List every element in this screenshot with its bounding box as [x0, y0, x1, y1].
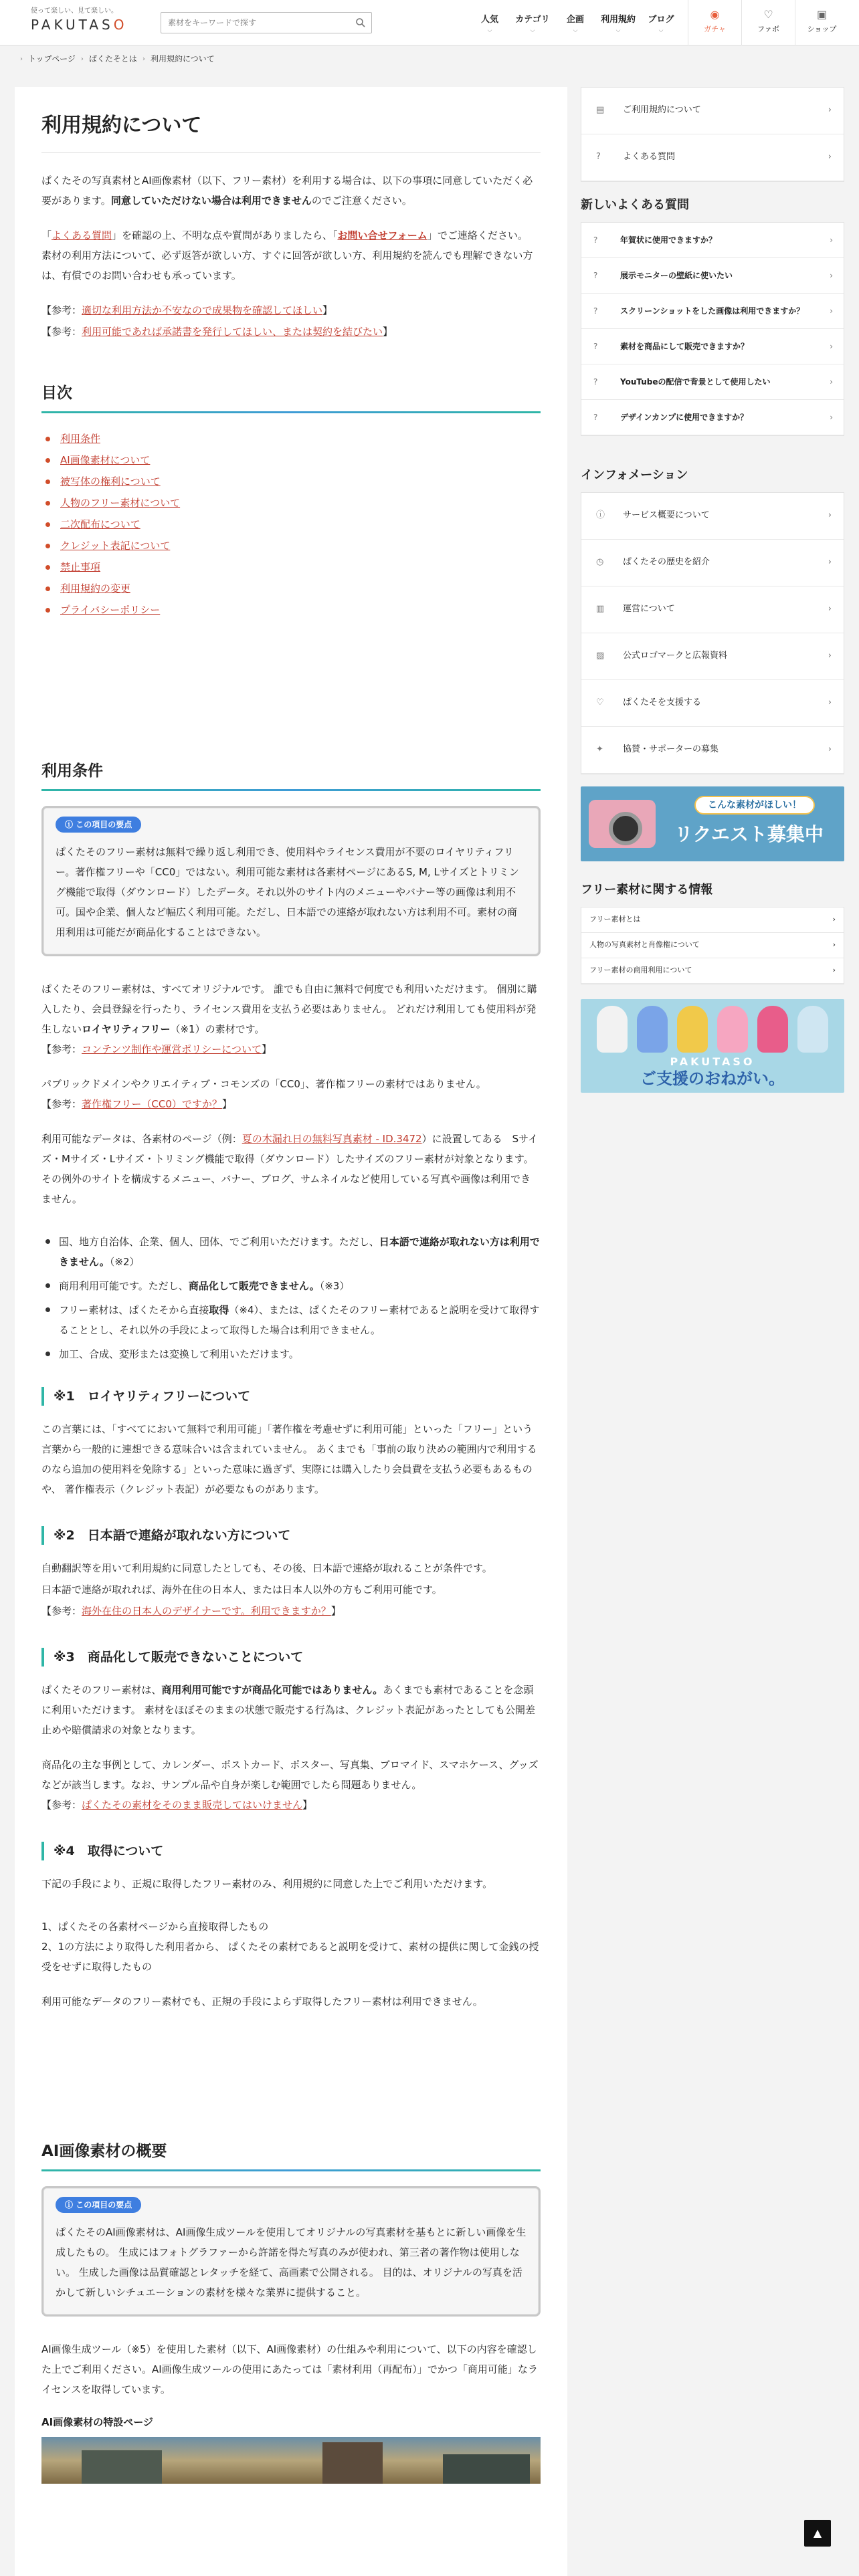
intro-emphasis: 同意していただけない場合は利用できません: [110, 195, 312, 207]
camera-icon: [589, 800, 656, 848]
building-icon: ▥: [596, 604, 605, 615]
question-icon: ?: [593, 235, 598, 245]
nav-fav-label: ファボ: [757, 25, 779, 33]
document-icon: ▤: [596, 105, 605, 116]
page-title: 利用規約について: [41, 111, 541, 153]
toc-link-prohibited[interactable]: 禁止事項: [60, 561, 101, 573]
list-item: 2、1の方法により取得した利用者から、 ぱくたその素材であると説明を受けて、素材の提供に関して金銭の授受をせずに取得したもの: [41, 1941, 539, 1973]
ai-special-page-heading: AI画像素材の特設ページ: [41, 2416, 153, 2428]
note3-heading: ※3 商品化して販売できないことについて: [41, 1648, 541, 1667]
fav-icon: ♡: [763, 8, 773, 21]
chevron-right-icon: ›: [828, 697, 832, 708]
toc-item: [41, 556, 541, 578]
toc-link-credit[interactable]: クレジット表記について: [60, 540, 171, 552]
faq-item-label: 年賀状に使用できますか？: [620, 235, 717, 245]
summary-badge-label: この項目の要点: [76, 2200, 132, 2210]
faq-item[interactable]: [581, 258, 844, 294]
note3-emphasis: 商用利用可能ですが商品化可能ではありません。: [161, 1684, 383, 1696]
royalty-free-emphasis: ロイヤリティフリー: [82, 1023, 171, 1035]
table-of-contents: [41, 428, 541, 621]
terms-bullet-list: [41, 1232, 541, 1364]
rabbit-figure: [677, 1006, 708, 1053]
back-to-top-button[interactable]: ▲: [804, 2520, 831, 2547]
ai-special-page-image[interactable]: [41, 2437, 541, 2484]
search-input[interactable]: [161, 13, 349, 33]
info-list: [581, 492, 844, 774]
question-icon: ?: [593, 341, 598, 351]
ref-prefix: 【参考：: [41, 1799, 82, 1811]
chevron-right-icon: ›: [20, 55, 23, 63]
sidebar-item-terms[interactable]: [581, 88, 844, 134]
sidebar-item-faq[interactable]: [581, 134, 844, 181]
chevron-right-icon: ›: [828, 651, 832, 661]
terms-ref-2: [41, 1094, 541, 1114]
info-item-label: 協賛・サポーターの募集: [623, 744, 719, 755]
chevron-down-icon: ⌵: [530, 27, 535, 34]
intro2-text-c: 」でご連絡ください。 素材の利用方法について、必ず返答が欲しい方、すぐに回答が欲しい方、利用規約を読んでも理解できない方は、有償でのお問い合わせも承っています。: [41, 229, 533, 282]
intro-text-end: のでご注意ください。: [311, 195, 412, 207]
note2-heading: ※2 日本語で連絡が取れない方について: [41, 1526, 541, 1545]
info-heading: インフォメーション: [581, 468, 688, 482]
info-item-label: 公式ロゴマークと広報資料: [623, 651, 728, 661]
article: [41, 111, 541, 2484]
faq-item-label: YouTubeの配信で背景として使用したい: [620, 377, 771, 387]
info-item-label: ぱくたそを支援する: [623, 697, 702, 708]
faq-item-label: 素材を商品にして販売できますか？: [620, 341, 749, 351]
list-item: [41, 1344, 541, 1364]
summary-box-ai: [41, 2186, 541, 2317]
terms-p1-end: （※1）の素材です。: [170, 1023, 265, 1035]
main-nav: [468, 0, 682, 45]
shop-icon: ▣: [816, 8, 828, 21]
ref-prefix: 【参考：: [41, 1605, 82, 1617]
info-icon: ⓘ: [65, 2200, 76, 2210]
bullet-emphasis: 商品化して販売できません。: [188, 1280, 320, 1292]
toc-item: [41, 449, 541, 471]
chevron-right-icon: ›: [830, 306, 833, 316]
bullet-note: （※2）: [109, 1256, 140, 1268]
toc-link-ai[interactable]: AI画像素材について: [60, 454, 151, 466]
toc-link-redistribution[interactable]: 二次配布について: [60, 518, 140, 530]
toc-item: [41, 599, 541, 621]
note3-paragraph-2: 商品化の主な事例として、カレンダー、ポストカード、ポスター、写真集、ブロマイド、スマホケース、グッズなどが該当します。なお、サンプル品や自身が楽しむ範囲でしたら問題ありません。: [41, 1759, 539, 1791]
bullet-text: 国、地方自治体、企業、個人、団体、でご利用いただけます。ただし、: [59, 1236, 379, 1248]
toc-item: [41, 514, 541, 535]
free-info-item[interactable]: [581, 933, 844, 958]
ref-suffix: 】: [302, 1799, 313, 1811]
chevron-down-icon: ⌵: [573, 27, 578, 34]
chevron-right-icon: ›: [830, 270, 833, 280]
faq-item[interactable]: [581, 223, 844, 258]
ref-suffix: 】: [221, 1098, 232, 1110]
note3-ref: [41, 1795, 541, 1815]
summary-badge-label: この項目の要点: [76, 820, 132, 829]
intro2-text-b: 」を確認の上、不明な点や質問がありましたら、「: [112, 229, 338, 241]
note1-heading: ※1 ロイヤリティフリーについて: [41, 1387, 541, 1406]
logo-text-main: PAKUTAS: [31, 17, 114, 33]
nav-fav[interactable]: [741, 0, 795, 45]
image-building: [82, 2450, 162, 2484]
summary-box: [41, 806, 541, 956]
spacer: [41, 2026, 541, 2140]
info-item[interactable]: [581, 727, 844, 774]
info-item[interactable]: [581, 586, 844, 633]
image-building: [443, 2454, 530, 2484]
chevron-right-icon: ›: [830, 235, 833, 245]
chevron-right-icon: ›: [142, 55, 145, 63]
ref-suffix: 】: [330, 1605, 341, 1617]
nav-project[interactable]: [554, 0, 597, 45]
note3-text-end: あくまでも素材であることを念頭に利用いただけます。 素材をほぼそのままの状態で販売する行為は、クレジット表記があったとしても公開差止めや賠償請求の対象となります。: [41, 1684, 536, 1736]
search-box: [161, 12, 372, 33]
site-logo[interactable]: [31, 7, 138, 39]
search-icon[interactable]: [355, 17, 366, 28]
rabbit-figure: [597, 1006, 628, 1053]
support-banner-title: ご支援のおねがい。: [640, 1069, 785, 1088]
summary-text: ぱくたそのAI画像素材は、AI画像生成ツールを使用してオリジナルの写真素材を基もとに新しい画像を生成したもの。 生成にはフォトグラファーから許諾を得た写真のみが使われ、第三者の著作物は使用しない。 生成した画像は品質確認とレタッチを経て、高画素で公開される。 目的は、オリジナルの写真を活かして新しいシチュエーションの素材を様々な業界に提供すること。: [56, 2226, 527, 2298]
note1-paragraph: この言葉には、「すべてにおいて無料で利用可能」「著作権を考慮せずに利用可能」といった「フリー」という言葉から一般的に連想できる意味合いは含まれていません。 あくまでも「事前の取り決めの範囲内で利用するのなら追加の使用料を免除する」といった意味に過ぎず、実際には購入したり会員費を支払う必要もあるものや、 著作権表示（クレジット表記）が必要なものがあります。: [41, 1423, 537, 1495]
faq-item[interactable]: [581, 364, 844, 400]
bullet-note: （※4）、または、ぱくたそのフリー素材であると説明を受けて取得することとし、それ以外の手段によって取得した場合は利用できません。: [59, 1304, 540, 1336]
free-info-label: フリー素材の商用利用について: [589, 966, 692, 975]
consent-letter-link[interactable]: 利用可能であれば承諾書を発行してほしい、または契約を結びたい: [82, 326, 383, 338]
acquisition-list: [41, 1917, 541, 1977]
chevron-right-icon: ›: [828, 105, 832, 116]
logo-text: [31, 16, 138, 33]
faq-list: [581, 222, 844, 436]
note4-heading: ※4 取得について: [41, 1842, 541, 1860]
terms-p3-text: 利用可能なデータは、各素材のページ（例：: [41, 1133, 242, 1145]
toc-link-privacy[interactable]: プライバシーポリシー: [60, 604, 161, 616]
nav-terms[interactable]: [597, 0, 640, 45]
icon-nav: [688, 0, 848, 45]
logo-tagline: 使って楽しい、見て楽しい。: [31, 7, 118, 15]
gacha-icon: ◉: [710, 8, 720, 21]
summary-text: ぱくたそのフリー素材は無料で繰り返し利用でき、使用料やライセンス費用が不要のロイヤリティフリー。著作権フリーや「CC0」ではない。利用可能な素材は各素材ページにあるS, M, Lサイズとトリミング機能で取得（ダウンロード）したデータ。それ以外のサイト内のメニューやバナー等の画像は利用不可。国や企業、個人など幅広く利用可能。ただし、日本語での連絡が取れない方は利用不可。素材の商用利用は可能だが商品化することはできない。: [56, 846, 519, 938]
chevron-right-icon: ›: [828, 604, 832, 615]
toc-link-changes[interactable]: 利用規約の変更: [60, 582, 131, 595]
faq-item-label: 展示モニターの壁紙に使いたい: [620, 270, 733, 280]
faq-item[interactable]: [581, 294, 844, 329]
breadcrumb-current: 利用規約について: [150, 53, 215, 64]
question-icon: ?: [593, 377, 598, 387]
note2-ref: [41, 1601, 541, 1621]
toc-link-people[interactable]: 人物のフリー素材について: [60, 497, 181, 509]
cc0-link[interactable]: 著作権フリー（CC0）ですか？: [82, 1098, 222, 1110]
sidebar-item-label: ご利用規約について: [623, 105, 701, 116]
chevron-right-icon: ›: [80, 55, 84, 63]
toc-item: [41, 578, 541, 599]
faq-heading: 新しいよくある質問: [581, 198, 689, 212]
support-banner[interactable]: [581, 999, 844, 1093]
nav-category[interactable]: [511, 0, 554, 45]
nav-gacha-label: ガチャ: [704, 25, 726, 33]
section-terms-heading: 利用条件: [41, 760, 541, 791]
info-item-label: ぱくたその歴史を紹介: [623, 557, 710, 568]
chevron-right-icon: ›: [830, 412, 833, 422]
info-item[interactable]: [581, 633, 844, 680]
summary-badge: [56, 2197, 141, 2213]
nav-gacha[interactable]: [688, 0, 741, 45]
nav-popular[interactable]: [468, 0, 511, 45]
note3-paragraph-1: [41, 1680, 541, 1740]
free-info-heading: フリー素材に関する情報: [581, 883, 713, 897]
nav-terms-label: 利用規約: [600, 15, 636, 25]
ai-paragraph-1: AI画像生成ツール（※5）を使用した素材（以下、AI画像素材）の仕組みや利用について、以下の内容を確認した上でご利用ください。AI画像生成ツールの使用にあたっては「素材利用（再配布）」でかつ「商用可能」なライセンスを取得しています。: [41, 2343, 538, 2395]
example-photo-link[interactable]: 夏の木漏れ日の無料写真素材 - ID.3472: [242, 1133, 422, 1145]
toc-item: [41, 428, 541, 449]
faq-item[interactable]: [581, 400, 844, 435]
ref-prefix: 【参考：: [41, 326, 82, 338]
terms-paragraph-1: [41, 979, 541, 1039]
toc-item: [41, 471, 541, 492]
terms-paragraph-2: パブリックドメインやクリエイティブ・コモンズの「CC0」、著作権フリーの素材ではありません。: [41, 1078, 486, 1090]
ref-suffix: 】: [261, 1043, 272, 1055]
intro-paragraph-1: [41, 171, 541, 211]
nav-blog[interactable]: [640, 0, 682, 45]
ref-prefix: 【参考：: [41, 304, 82, 316]
toc-item: [41, 492, 541, 514]
nav-popular-label: 人気: [480, 15, 498, 25]
info-icon: ⓘ: [596, 510, 605, 521]
contact-form-link[interactable]: お問い合せフォーム: [337, 229, 427, 241]
review-deliverable-link[interactable]: 適切な利用方法か不安なので成果物を確認してほしい: [82, 304, 323, 316]
info-item[interactable]: [581, 540, 844, 586]
summary-badge: [56, 817, 141, 833]
faq-item[interactable]: [581, 329, 844, 364]
bullet-note: （※3）: [319, 1280, 350, 1292]
faq-link[interactable]: よくある質問: [52, 229, 112, 241]
logo-text-o: O: [113, 17, 128, 33]
rabbit-figure: [637, 1006, 668, 1053]
rabbit-figure: [717, 1006, 748, 1053]
section-ai-heading: AI画像素材の概要: [41, 2140, 541, 2171]
faq-item-label: スクリーンショットをした画像は利用できますか？: [620, 306, 805, 316]
free-info-item[interactable]: [581, 907, 844, 933]
support-banner-logo: PAKUTASO: [670, 1055, 755, 1068]
image-icon: ▨: [596, 651, 605, 661]
reference-2: [41, 322, 541, 342]
note4-paragraph-1: 下記の手段により、正規に取得したフリー素材のみ、利用規約に同意した上でご利用いただけます。: [41, 1878, 493, 1890]
spacer: [41, 633, 541, 760]
chevron-right-icon: ›: [832, 966, 836, 975]
ref-prefix: 【参考：: [41, 1098, 82, 1110]
request-banner-bubble: こんな素材がほしい！: [694, 796, 815, 815]
heart-icon: ♡: [596, 697, 604, 708]
ref-suffix: 】: [322, 304, 333, 316]
intro-paragraph-2: [41, 225, 541, 286]
chevron-down-icon: ⌵: [658, 27, 664, 34]
breadcrumb-about[interactable]: ぱくたそとは: [88, 53, 137, 64]
intro2-text-a: 「: [41, 229, 52, 241]
toc-heading: 目次: [41, 382, 541, 413]
question-icon: ?: [593, 412, 598, 422]
question-icon: ?: [593, 306, 598, 316]
bullet-text: 加工、合成、変形または変換して利用いただけます。: [59, 1348, 299, 1360]
info-item-label: 運営について: [623, 604, 675, 615]
chevron-right-icon: ›: [830, 377, 833, 387]
terms-paragraph-3: [41, 1129, 541, 1209]
chevron-down-icon: ⌵: [487, 27, 492, 34]
bullet-emphasis: 取得: [209, 1304, 229, 1316]
site-header: [0, 0, 859, 45]
bullet-text: 商用利用可能です。ただし、: [59, 1280, 189, 1292]
intro-text: ぱくたその写真素材とAI画像素材（以下、フリー素材）を利用する場合は、以下の事項に同意していただく必要があります。: [41, 175, 533, 207]
main-content: [15, 87, 567, 2576]
ref-suffix: 】: [383, 326, 393, 338]
chevron-right-icon: ›: [832, 940, 836, 950]
image-building: [322, 2442, 383, 2484]
bullet-text: フリー素材は、ぱくたそから直接: [59, 1304, 209, 1316]
info-item[interactable]: [581, 680, 844, 727]
question-icon: ?: [593, 270, 598, 280]
chevron-right-icon: ›: [828, 744, 832, 755]
chevron-down-icon: ⌵: [615, 27, 621, 34]
note2-paragraph-2: 日本語で連絡が取れれば、海外在住の日本人、または日本人以外の方もご利用可能です。: [41, 1584, 442, 1596]
list-item: [41, 1300, 541, 1340]
info-icon: ⓘ: [65, 820, 76, 829]
rabbit-figure: [797, 1006, 828, 1053]
nav-blog-label: ブログ: [648, 15, 674, 25]
list-item: [41, 1232, 541, 1272]
breadcrumb-top[interactable]: トップページ: [28, 53, 76, 64]
breadcrumb: [20, 49, 215, 68]
nav-project-label: 企画: [566, 15, 584, 25]
sidebar: [581, 87, 844, 1093]
list-item: 1、ぱくたその各素材ページから直接取得したもの: [41, 1921, 269, 1933]
info-item[interactable]: [581, 493, 844, 540]
terms-ref-1: [41, 1039, 541, 1059]
toc-link-terms[interactable]: 利用条件: [60, 433, 101, 445]
rabbit-figure: [757, 1006, 788, 1053]
list-item: [41, 1276, 541, 1296]
reference-1: [41, 300, 541, 320]
chevron-right-icon: ›: [828, 557, 832, 568]
bullet-emphasis: 日本語で連絡が取れない方は利用できません。: [59, 1236, 540, 1268]
free-info-label: 人物の写真素材と肖像権について: [589, 940, 700, 950]
nav-shop[interactable]: [795, 0, 848, 45]
chevron-right-icon: ›: [830, 341, 833, 351]
request-banner-title: リクエスト募集中: [674, 823, 824, 845]
chevron-right-icon: ›: [828, 152, 832, 163]
clock-icon: ◷: [596, 557, 604, 568]
free-info-list: [581, 907, 844, 984]
ref-prefix: 【参考：: [41, 1043, 82, 1055]
request-banner[interactable]: [581, 786, 844, 861]
faq-item-label: デザインカンプに使用できますか？: [620, 412, 749, 422]
terms-p3-text-b: ）に設置してある Sサイズ・Mサイズ・Lサイズ・トリミング機能で取得（ダウンロード）したサイズのフリー素材が対象となります。 その例外のサイトを構成するメニュー、バナー、ブログ、サムネイルなど使用している写真や画像は利用できません。: [41, 1133, 539, 1205]
nav-shop-label: ショップ: [807, 25, 837, 33]
nav-category-label: カテゴリ: [515, 15, 550, 25]
sidebar-item-label: よくある質問: [623, 152, 676, 163]
chevron-right-icon: ›: [832, 915, 836, 924]
chevron-right-icon: ›: [828, 510, 832, 521]
free-info-label: フリー素材とは: [589, 915, 641, 924]
terms-p1-text: ぱくたそのフリー素材は、すべてオリジナルです。 誰でも自由に無料で何度でも利用いただけます。 個別に購入したり、会員登録を行ったり、ライセンス費用を支払う必要はありません。 どれだけ利用しても使用料が発生しない: [41, 983, 537, 1035]
resale-link[interactable]: ぱくたその素材をそのまま販売してはいけません: [82, 1799, 303, 1811]
content-policy-link[interactable]: コンテンツ制作や運営ポリシーについて: [82, 1043, 262, 1055]
toc-link-subject-rights[interactable]: 被写体の権利について: [60, 475, 161, 488]
handshake-icon: ✦: [596, 744, 603, 755]
question-icon: ?: [596, 152, 601, 163]
note3-text: ぱくたそのフリー素材は、: [41, 1684, 162, 1696]
overseas-designer-link[interactable]: 海外在住の日本人のデザイナーです。利用できますか？: [82, 1605, 331, 1617]
sidebar-top-links: [581, 87, 844, 182]
info-item-label: サービス概要について: [623, 510, 710, 521]
toc-item: [41, 535, 541, 556]
note4-paragraph-2: 利用可能なデータのフリー素材でも、正規の手段によらず取得したフリー素材は利用できません。: [41, 1996, 483, 2008]
note2-paragraph-1: 自動翻訳等を用いて利用規約に同意したとしても、その後、日本語で連絡が取れることが条件です。: [41, 1562, 492, 1574]
free-info-item[interactable]: [581, 958, 844, 984]
